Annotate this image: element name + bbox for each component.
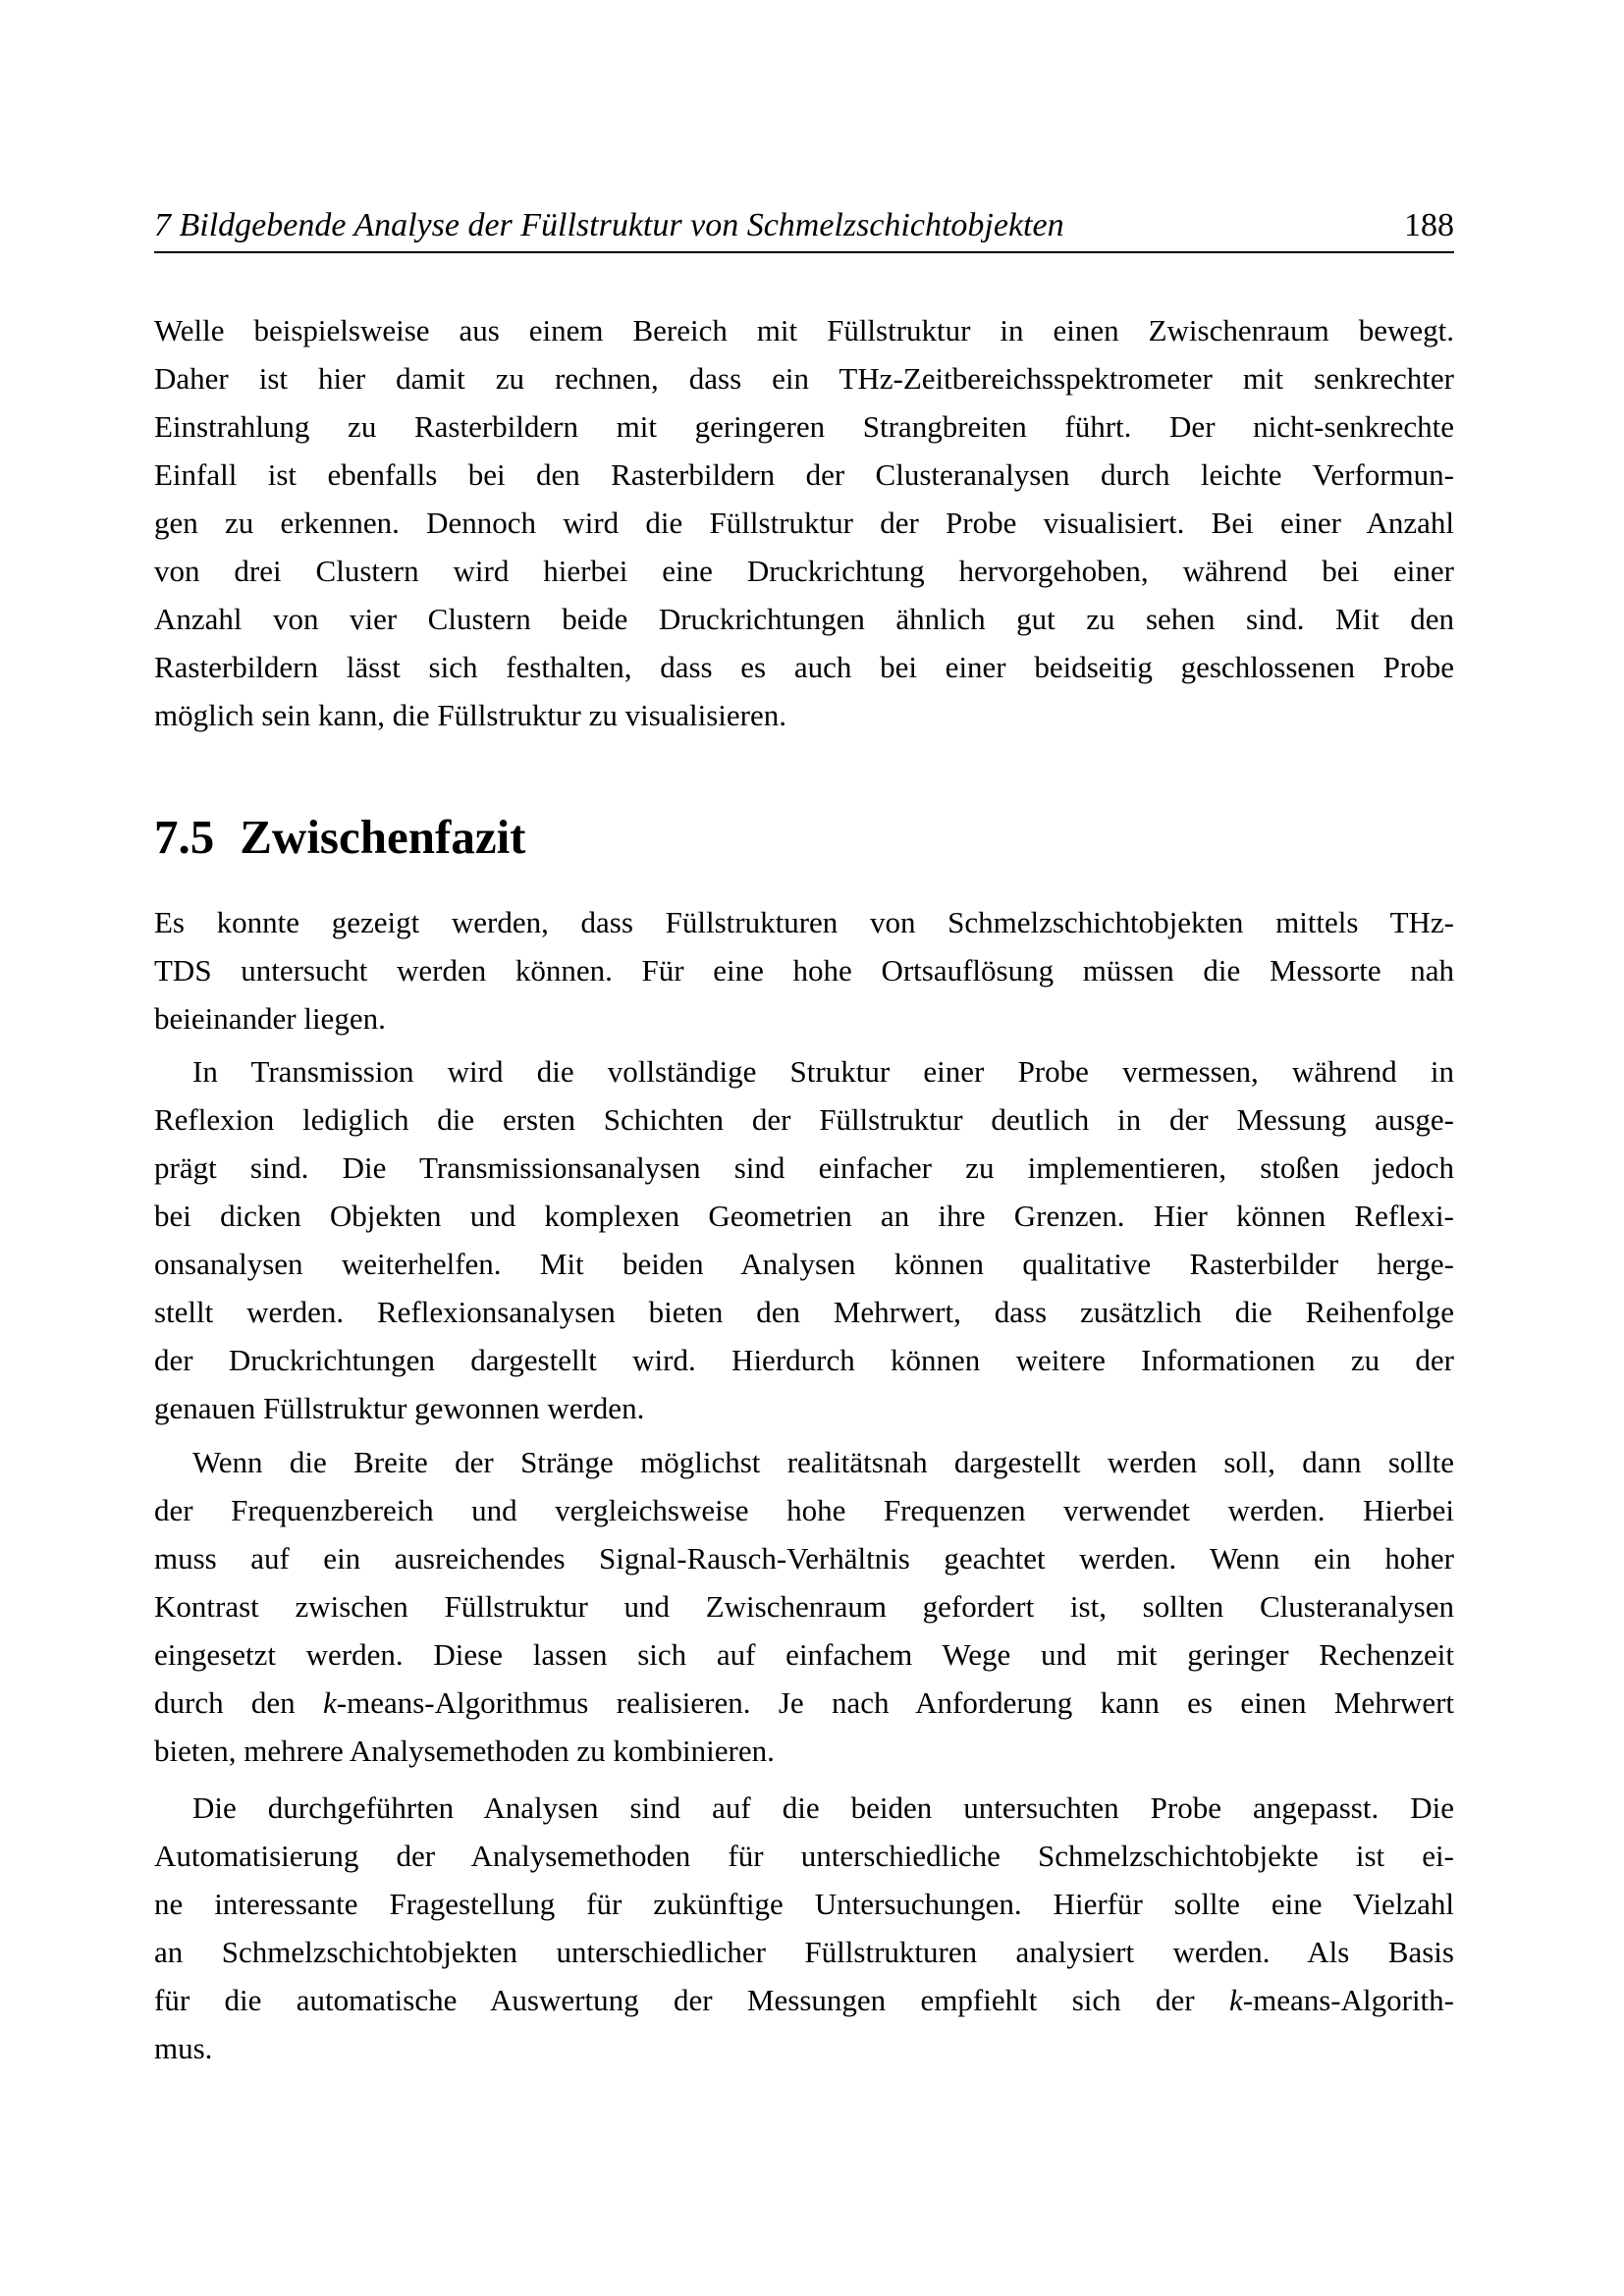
body-line: an Schmelzschichtobjekten unterschiedlicher Füllstrukturen analysiert werden. Als Basis	[154, 1935, 1454, 1969]
body-line: Rasterbildern lässt sich festhalten, dass es auch bei einer beidseitig geschlossenen Probe	[154, 650, 1454, 684]
body-line: prägt sind. Die Transmissionsanalysen sind einfacher zu implementieren, stoßen jedoch	[154, 1150, 1454, 1185]
body-line: Kontrast zwischen Füllstruktur und Zwischenraum gefordert ist, sollten Clusteranalysen	[154, 1589, 1454, 1624]
body-line: Reflexion lediglich die ersten Schichten der Füllstruktur deutlich in der Messung ausge-	[154, 1102, 1454, 1137]
body-line: für die automatische Auswertung der Messungen empfiehlt sich der k-means-Algorith-	[154, 1983, 1454, 2017]
body-line: mus.	[154, 2031, 213, 2065]
page-number: 188	[1404, 207, 1454, 243]
body-line: der Druckrichtungen dargestellt wird. Hierdurch können weitere Informationen zu der	[154, 1343, 1454, 1377]
section-number: 7.5	[154, 810, 215, 864]
body-line: Anzahl von vier Clustern beide Druckrichtungen ähnlich gut zu sehen sind. Mit den	[154, 602, 1454, 636]
body-line: Einstrahlung zu Rasterbildern mit geringeren Strangbreiten führt. Der nicht-senkrechte	[154, 409, 1454, 444]
body-line: beieinander liegen.	[154, 1001, 386, 1036]
body-line: bei dicken Objekten und komplexen Geometrien an ihre Grenzen. Hier können Reflexi-	[154, 1199, 1454, 1233]
body-line: In Transmission wird die vollständige Struktur einer Probe vermessen, während in	[192, 1054, 1454, 1089]
body-line: bieten, mehrere Analysemethoden zu kombinieren.	[154, 1734, 775, 1768]
body-line: Welle beispielsweise aus einem Bereich mit Füllstruktur in einen Zwischenraum bewegt.	[154, 313, 1454, 347]
body-line: onsanalysen weiterhelfen. Mit beiden Analysen können qualitative Rasterbilder herge-	[154, 1247, 1454, 1281]
paragraph-5	[154, 1784, 1454, 2072]
body-line: muss auf ein ausreichendes Signal-Rausch-Verhältnis geachtet werden. Wenn ein hoher	[154, 1541, 1454, 1575]
body-line: möglich sein kann, die Füllstruktur zu visualisieren.	[154, 698, 787, 732]
body-line: Wenn die Breite der Stränge möglichst realitätsnah dargestellt werden soll, dann sollte	[192, 1445, 1454, 1479]
body-line: genauen Füllstruktur gewonnen werden.	[154, 1391, 645, 1425]
paragraph-2	[154, 898, 1454, 1042]
body-line: ne interessante Fragestellung für zukünftige Untersuchungen. Hierfür sollte eine Vielzahl	[154, 1887, 1454, 1921]
header-rule	[154, 251, 1454, 253]
body-line: durch den k-means-Algorithmus realisieren. Je nach Anforderung kann es einen Mehrwert	[154, 1685, 1455, 1720]
paragraph-3	[154, 1047, 1454, 1432]
body-line: Daher ist hier damit zu rechnen, dass ein THz-Zeitbereichsspektrometer mit senkrechter	[154, 361, 1454, 396]
body-line: von drei Clustern wird hierbei eine Druckrichtung hervorgehoben, während bei einer	[154, 554, 1454, 588]
body-line: Automatisierung der Analysemethoden für unterschiedliche Schmelzschichtobjekte ist ei-	[154, 1839, 1454, 1873]
body-line: eingesetzt werden. Diese lassen sich auf einfachem Wege und mit geringer Rechenzeit	[154, 1637, 1454, 1672]
body-line: Die durchgeführten Analysen sind auf die beiden untersuchten Probe angepasst. Die	[192, 1790, 1454, 1825]
body-line: gen zu erkennen. Dennoch wird die Füllstruktur der Probe visualisiert. Bei einer Anzahl	[154, 506, 1454, 540]
body-line: stellt werden. Reflexionsanalysen bieten den Mehrwert, dass zusätzlich die Reihenfolge	[154, 1295, 1454, 1329]
paragraph-1	[154, 306, 1454, 739]
body-line: TDS untersucht werden können. Für eine hohe Ortsauflösung müssen die Messorte nah	[154, 953, 1454, 988]
body-line: Es konnte gezeigt werden, dass Füllstrukturen von Schmelzschichtobjekten mittels THz-	[154, 905, 1454, 939]
section-title: Zwischenfazit	[240, 810, 526, 864]
running-header	[154, 206, 1454, 245]
body-line: der Frequenzbereich und vergleichsweise hohe Frequenzen verwendet werden. Hierbei	[154, 1493, 1454, 1527]
header-chapter-title: 7 Bildgebende Analyse der Füllstruktur von Schmelzschichtobjekten	[154, 207, 1064, 243]
paragraph-4	[154, 1438, 1454, 1775]
body-line: Einfall ist ebenfalls bei den Rasterbildern der Clusteranalysen durch leichte Verformun-	[154, 457, 1454, 492]
section-heading	[154, 809, 1454, 866]
